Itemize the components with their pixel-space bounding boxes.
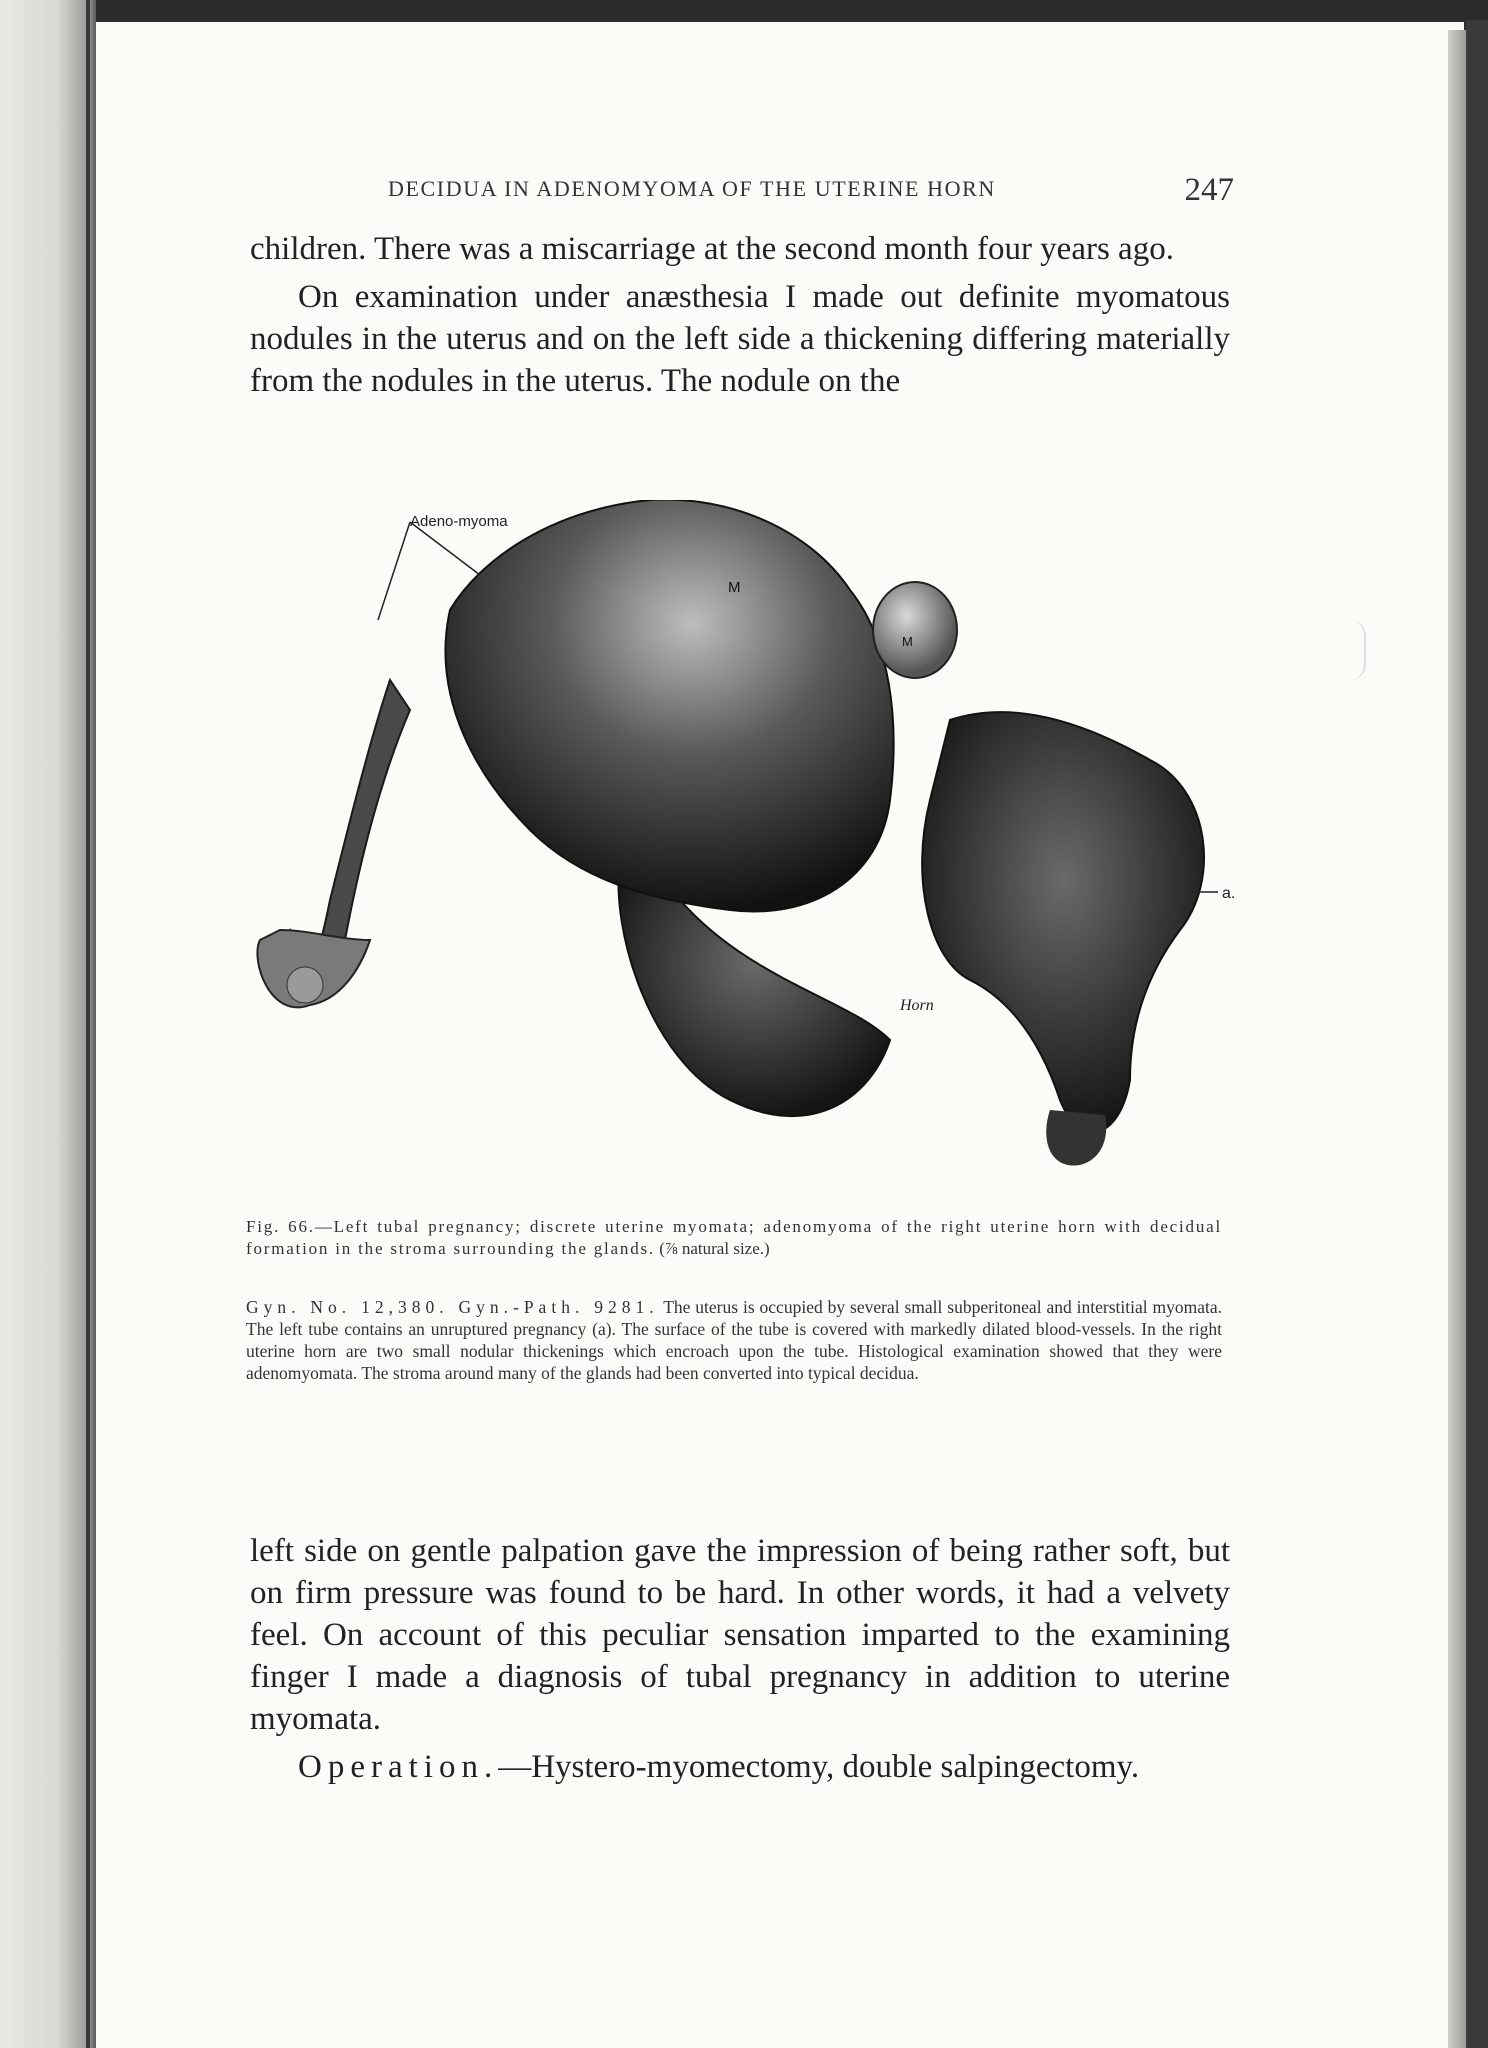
page-edge: [1448, 30, 1466, 2048]
figure-title: —Left tubal pregnancy; discrete uterine myomata; adenomyoma of the right uterine horn with decidual formation in the stroma surrounding the glands.: [246, 1217, 1223, 1258]
page-number: 247: [1184, 172, 1234, 208]
margin-mark: [1350, 620, 1366, 680]
spine-shadow: [86, 0, 90, 2048]
label-myoma-2: M: [902, 634, 913, 649]
specimen-illustration: [250, 500, 1250, 1200]
operation-paragraph: [250, 1746, 1230, 1788]
figure-scale-note: (⅞ natural size.): [659, 1239, 770, 1258]
gyn-number: Gyn. No. 12,380. Gyn.-Path. 9281.: [246, 1297, 659, 1317]
paragraph: On examination under anæsthesia I made out definite myomatous nodules in the uterus and on the left side a thickening differing materially from the nodules in the uterus. The nodule on the: [250, 279, 1230, 399]
figure-description: [246, 1296, 1222, 1384]
paragraph: left side on gentle palpation gave the impression of being rather soft, but on firm pressure was found to be hard. In other words, it had a velvety feel. On account of this peculiar sensation imparted to the examining finger I made a diagnosis of tubal pregnancy in addition to uterine myomata.: [250, 1533, 1230, 1737]
figure-description-text: The uterus is occupied by several small subperitoneal and interstitial myomata. The left tube contains an unruptured pregnancy (a). The surface of the tube is covered with markedly dilated blood-vessels. In the right uterine horn are two small nodular thickenings which encroach upon the tube. Histological examination showed that they were adenomyomata. The stroma around many of the glands had been converted into typical decidua.: [246, 1297, 1222, 1383]
page-header: [388, 172, 1234, 212]
artist-signature: Horn: [900, 997, 934, 1014]
operation-text: —Hystero-myomectomy, double salpingectomy.: [498, 1749, 1140, 1785]
label-myoma-1: M: [728, 579, 741, 596]
specimen-figure: [250, 500, 1250, 1200]
book-spine: [0, 0, 96, 2048]
body-text-bottom: [250, 1530, 1230, 1788]
label-adenomyoma: Adeno-myoma: [410, 513, 508, 530]
paragraph: children. There was a miscarriage at the second month four years ago.: [250, 231, 1174, 267]
operation-label: Operation.: [298, 1749, 499, 1785]
figure-label: Fig. 66.: [246, 1217, 315, 1236]
page-edge-shadow: [1466, 20, 1488, 2048]
figure-caption: [246, 1216, 1222, 1260]
label-a: a.: [1222, 885, 1236, 902]
body-text-top: [250, 228, 1230, 402]
running-head: DECIDUA IN ADENOMYOMA OF THE UTERINE HORN: [388, 176, 996, 201]
